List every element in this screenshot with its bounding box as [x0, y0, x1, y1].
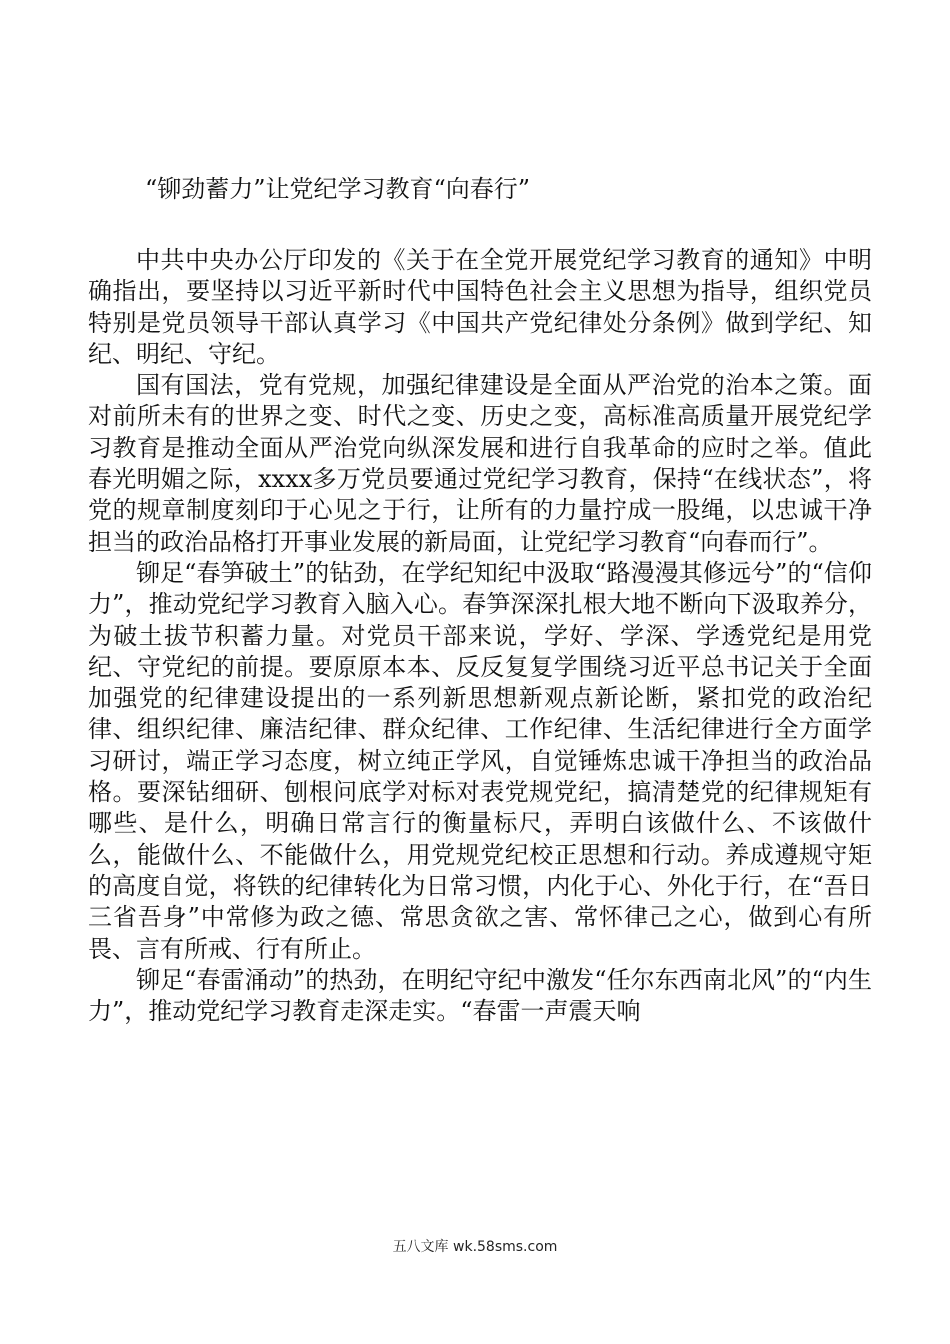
document-body [88, 245, 872, 1027]
paragraph-2: 国有国法，党有党规，加强纪律建设是全面从严治党的治本之策。面对前所未有的世界之变、时代之变、历史之变，高标准高质量开展党纪学习教育是推动全面从严治党向纵深发展和进行自我革命的应时之举。值此春光明媚之际，xxxx多万党员要通过党纪学习教育，保持“在线状态”，将党的规章制度刻印于心见之于行，让所有的力量拧成一股绳，以忠诚干净担当的政治品格打开事业发展的新局面，让党纪学习教育“向春而行”。 [88, 371, 872, 556]
paragraph-1: 中共中央办公厅印发的《关于在全党开展党纪学习教育的通知》中明确指出，要坚持以习近平新时代中国特色社会主义思想为指导，组织党员特别是党员领导干部认真学习《中国共产党纪律处分条例》做到学纪、知纪、明纪、守纪。 [88, 246, 872, 368]
document-title: “铆劲蓄力”让党纪学习教育“向春行” [145, 175, 531, 203]
paragraph-3: 铆足“春笋破土”的钻劲，在学纪知纪中汲取“路漫漫其修远兮”的“信仰力”，推动党纪学习教育入脑入心。春笋深深扎根大地不断向下汲取养分，为破土拔节积蓄力量。对党员干部来说，学好、学深、学透党纪是用党纪、守党纪的前提。要原原本本、反反复复学围绕习近平总书记关于全面加强党的纪律建设提出的一系列新思想新观点新论断，紧扣党的政治纪律、组织纪律、廉洁纪律、群众纪律、工作纪律、生活纪律进行全方面学习研讨，端正学习态度，树立纯正学风，自觉锤炼忠诚干净担当的政治品格。要深钻细研、刨根问底学对标对表党规党纪，搞清楚党的纪律规矩有哪些、是什么，明确日常言行的衡量标尺，弄明白该做什么、不该做什么，能做什么、不能做什么，用党规党纪校正思想和行动。养成遵规守矩的高度自觉，将铁的纪律转化为日常习惯，内化于心、外化于行，在“吾日三省吾身”中常修为政之德、常思贪欲之害、常怀律己之心，做到心有所畏、言有所戒、行有所止。 [88, 558, 872, 963]
page-footer-source: 五八文库 wk.58sms.com [392, 1239, 558, 1255]
paragraph-4: 铆足“春雷涌动”的热劲，在明纪守纪中激发“任尔东西南北风”的“内生力”，推动党纪学习教育走深走实。“春雷一声震天响 [88, 965, 872, 1026]
